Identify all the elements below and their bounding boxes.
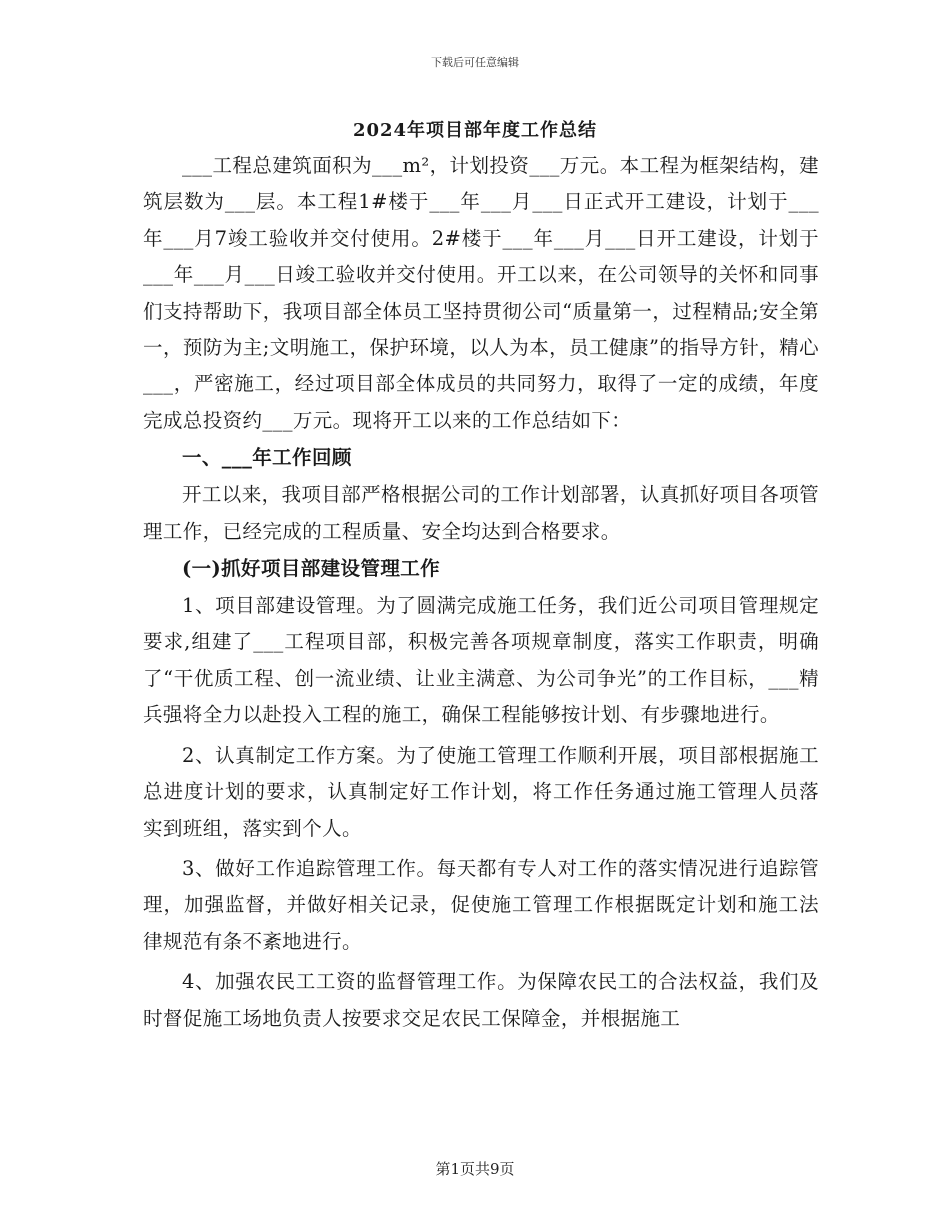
document-body <box>143 148 819 1037</box>
section-heading-review: 一、___年工作回顾 <box>182 446 352 470</box>
page-number-footer: 第1页共9页 <box>435 1160 515 1178</box>
document-title: 2024年项目部年度工作总结 <box>352 120 598 141</box>
item-3-paragraph: 3、做好工作追踪管理工作。每天都有专人对工作的落实情况进行追踪管理，加强监督，并做好相关记录，促使施工管理工作根据既定计划和施工法律规范有条不紊地进行。 <box>143 856 819 953</box>
subsection-heading-management: (一)抓好项目部建设管理工作 <box>182 557 441 581</box>
item-1-paragraph: 1、项目部建设管理。为了圆满完成施工任务，我们近公司项目管理规定要求,组建了___工程项目部，积极完善各项规章制度，落实工作职责，明确了“干优质工程、创一流业绩、让业主满意、为公司争光”的工作目标，___精兵强将全力以赴投入工程的施工，确保工程能够按计划、有步骤地进行。 <box>143 594 819 727</box>
intro-paragraph: ___工程总建筑面积为___m²，计划投资___万元。本工程为框架结构，建筑层数为___层。本工程1#楼于___年___月___日正式开工建设，计划于___年___月7竣工验收并交付使用。2#楼于___年___月___日开工建设，计划于___年___月___日竣工验收并交付使用。开工以来，在公司领导的关怀和同事们支持帮助下，我项目部全体员工坚持贯彻公司“质量第一，过程精品;安全第一，预防为主;文明施工，保护环境，以人为本，员工健康”的指导方针，精心___，严密施工，经过项目部全体成员的共同努力，取得了一定的成绩，年度完成总投资约___万元。现将开工以来的工作总结如下： <box>143 154 819 432</box>
page-header-note: 下载后可任意编辑 <box>431 56 519 69</box>
item-2-paragraph: 2、认真制定工作方案。为了使施工管理工作顺利开展，项目部根据施工总进度计划的要求，认真制定好工作计划，将工作任务通过施工管理人员落实到班组，落实到个人。 <box>143 743 819 840</box>
section-review-paragraph: 开工以来，我项目部严格根据公司的工作计划部署，认真抓好项目各项管理工作，已经完成的工程质量、安全均达到合格要求。 <box>143 483 819 543</box>
item-4-paragraph: 4、加强农民工工资的监督管理工作。为保障农民工的合法权益，我们及时督促施工场地负责人按要求交足农民工保障金，并根据施工 <box>143 970 819 1030</box>
